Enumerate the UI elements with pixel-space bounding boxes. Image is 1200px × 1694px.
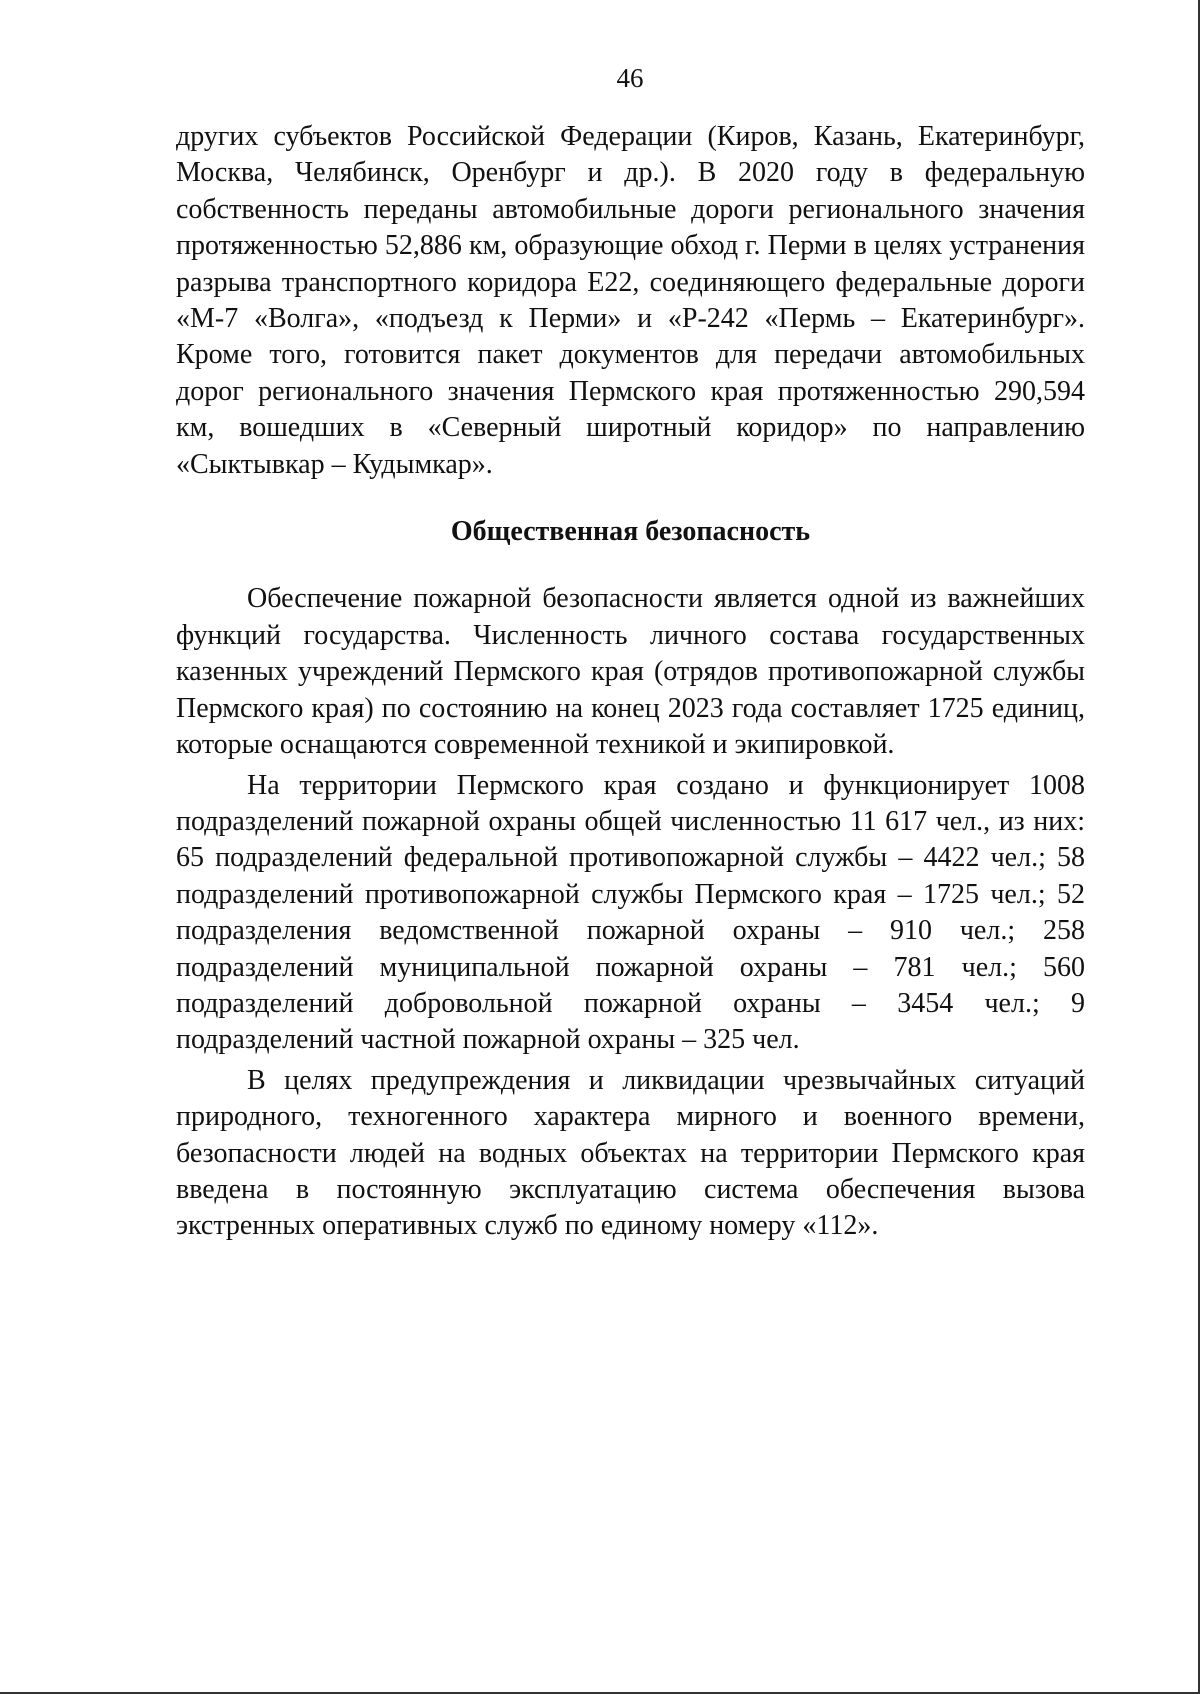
page-number: 46 xyxy=(616,63,644,93)
section-heading: Общественная безопасность xyxy=(450,516,811,548)
paragraph-fire-units: На территории Пермского края создано и функционирует 1008 подразделений пожарной охраны общей численностью 11 617 чел., из них: 65 подразделений федеральной противопожарной службы – 4422 чел.; 58 подразделений противопожарной службы Пермского края – 1725 чел.; 52 подразделения ведомственной пожарной охраны – 910 чел.; 258 подразделений муниципальной пожарной охраны – 781 чел.; 560 подразделений добровольной пожарной охраны – 3454 чел.; 9 подразделений частной пожарной охраны – 325 чел. xyxy=(176,769,1085,1056)
document-body xyxy=(176,119,1085,1245)
intro-paragraph: других субъектов Российской Федерации (Киров, Казань, Екатеринбург, Москва, Челябинск, Оренбург и др.). В 2020 году в федеральную собственность переданы автомобильные дороги регионального значения протяженностью 52,886 км, образующие обход г. Перми в целях устранения разрыва транспортного коридора Е22, соединяющего федеральные дороги «М-7 «Волга», «подъезд к Перми» и «Р-242 «Пермь – Екатеринбург». Кроме того, готовится пакет документов для передачи автомобильных дорог регионального значения Пермского края протяженностью 290,594 км, вошедших в «Северный широтный коридор» по направлению «Сыктывкар – Кудымкар». xyxy=(176,121,1085,480)
paragraph-fire-safety: Обеспечение пожарной безопасности является одной из важнейших функций государства. Численность личного состава государственных казенных учреждений Пермского края (отрядов противопожарной службы Пермского края) по состоянию на конец 2023 года составляет 1725 единиц, которые оснащаются современной техникой и экипировкой. xyxy=(176,583,1085,761)
paragraph-emergency-112: В целях предупреждения и ликвидации чрезвычайных ситуаций природного, техногенного характера мирного и военного времени, безопасности людей на водных объектах на территории Пермского края введена в постоянную эксплуатацию система обеспечения вызова экстренных оперативных служб по единому номеру «112». xyxy=(176,1064,1085,1242)
